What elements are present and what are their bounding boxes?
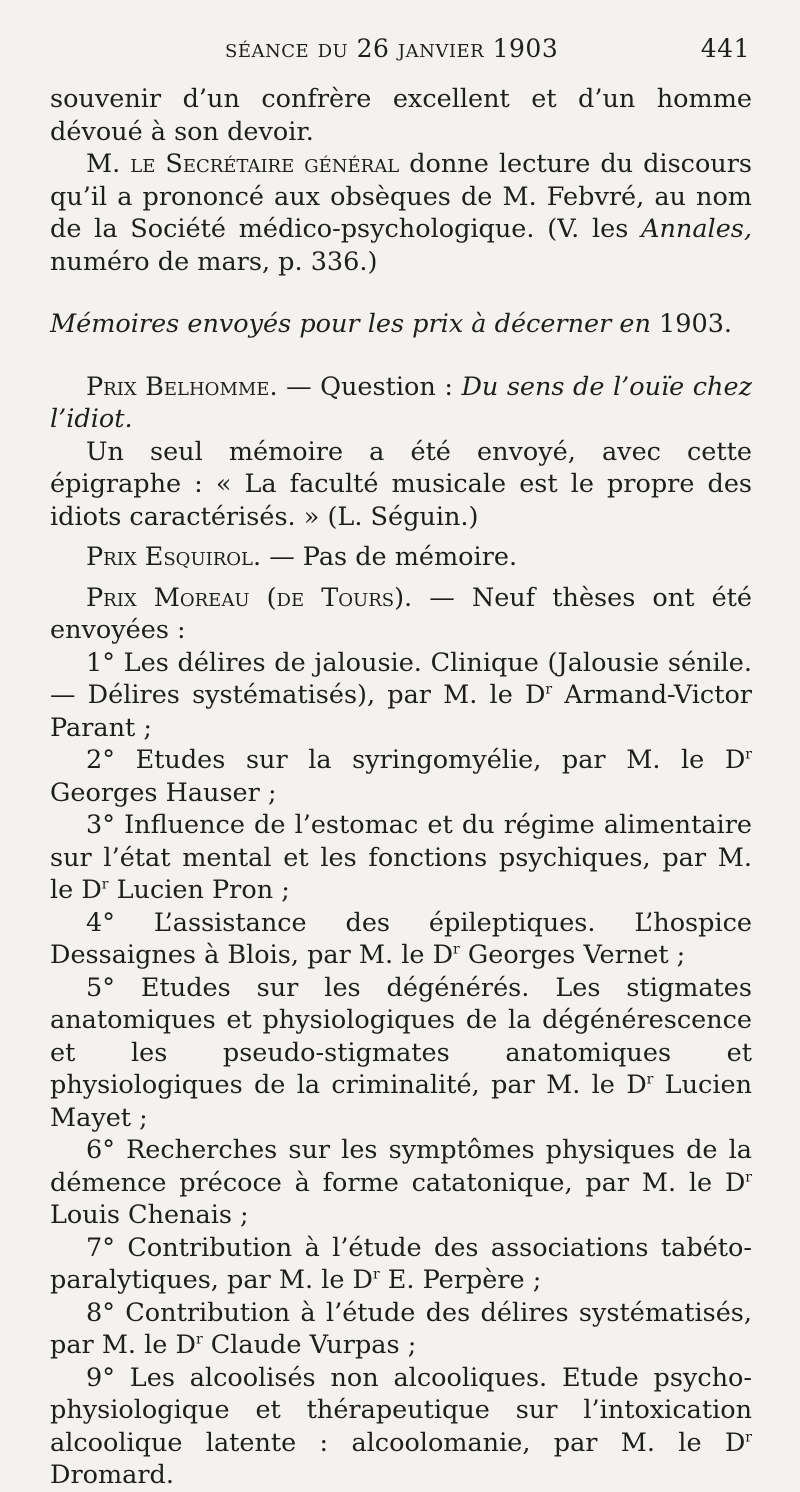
- running-title: séance du 26 janvier 1903: [225, 34, 559, 63]
- text-run: Georges Vernet ;: [459, 940, 686, 970]
- text-run: 8° Contribution à l’étude des délires systématisés, par M. le D: [50, 1297, 752, 1360]
- text-run: Louis Chenais ;: [50, 1200, 249, 1230]
- text-run: 9° Les alcoolisés non alcooliques. Etude psycho-physiologique et thérapeutique sur l’intoxication alcoolique latente : alcoolomanie, par M. le D: [50, 1362, 752, 1458]
- superscript: r: [372, 1266, 380, 1283]
- text-run: Georges Hauser ;: [50, 777, 277, 808]
- text-run: Claude Vurpas ;: [202, 1330, 417, 1360]
- prize-question: Du sens de l’ouïe chez l’idiot.: [50, 371, 753, 434]
- prize-belhomme: [50, 371, 752, 436]
- journal-title: Annales,: [641, 214, 752, 244]
- text-run: numéro de mars, p. 336.): [50, 246, 378, 277]
- superscript: r: [745, 746, 752, 763]
- superscript: r: [545, 681, 553, 698]
- superscript: r: [101, 876, 109, 893]
- section-heading-italic: Mémoires envoyés pour les prix à décerner en: [50, 309, 651, 339]
- text-run: 2° Etudes sur la syringomyélie, par M. le D: [86, 745, 746, 775]
- text-run: 4° L’assistance des épileptiques. L’hospice Dessaignes à Blois, par M. le D: [50, 907, 752, 970]
- superscript: r: [745, 1169, 752, 1185]
- page-body: [50, 83, 752, 1492]
- superscript: r: [646, 1071, 654, 1088]
- thesis-item-9: [50, 1362, 752, 1492]
- thesis-item-2: [50, 744, 752, 809]
- text-run: 7° Contribution à l’étude des associations tabéto-paralytiques, par M. le D: [50, 1232, 752, 1295]
- paragraph-secretary-speech: [50, 148, 752, 278]
- text-run: 1° Les délires de jalousie. Clinique (Jalousie sénile. — Délires systématisés), par M. le D: [50, 647, 752, 710]
- thesis-item-7: [50, 1232, 752, 1297]
- text-run: Lucien Pron ;: [108, 875, 290, 905]
- text-run: 5° Etudes sur les dégénérés. Les stigmates anatomiques et physiologiques de la dégénérescence et les pseudo-stigmates anatomiques et physiologiques de la criminalité, par M. le D: [50, 972, 752, 1100]
- thesis-item-8: [50, 1297, 752, 1362]
- paragraph-belhomme-entry: Un seul mémoire a été envoyé, avec cette épigraphe : « La faculté musicale est le propre des idiots caractérisés. » (L. Séguin.): [50, 436, 752, 532]
- thesis-item-3: [50, 809, 752, 907]
- prize-name: Prix Esquirol.: [86, 542, 262, 572]
- text-run: Armand-Victor Parant ;: [50, 680, 752, 743]
- speaker: M. le Secrétaire général: [86, 149, 400, 179]
- superscript: r: [453, 941, 460, 958]
- prize-name: Prix Moreau (de Tours).: [86, 582, 413, 613]
- text-run: — Pas de mémoire.: [261, 542, 518, 572]
- text-run: E. Perpère ;: [379, 1265, 542, 1295]
- superscript: r: [745, 1429, 752, 1445]
- text-run: Lucien Mayet ;: [50, 1070, 752, 1133]
- text-run: — Question :: [277, 371, 462, 402]
- paragraph-continuation: souvenir d’un confrère excellent et d’un homme dévoué à son devoir.: [50, 84, 752, 147]
- thesis-item-5: [50, 972, 752, 1135]
- prize-moreau: [50, 582, 752, 647]
- superscript: r: [195, 1331, 203, 1348]
- text-run: donne lecture du discours qu’il a prononcé aux obsèques de M. Febvré, au nom de la Société médico-psychologique. (V. les: [50, 149, 752, 244]
- thesis-item-4: [50, 907, 752, 972]
- section-heading-year: 1903.: [650, 309, 733, 339]
- text-run: — Neuf thèses ont été envoyées :: [50, 582, 752, 645]
- running-header: [225, 34, 750, 63]
- prize-esquirol: [50, 541, 752, 574]
- thesis-item-6: [50, 1134, 752, 1232]
- text-run: 6° Recherches sur les symptômes physiques de la démence précoce à forme catatonique, par M. le D: [50, 1135, 752, 1198]
- page-number: 441: [700, 34, 750, 63]
- text-run: Dromard.: [50, 1460, 174, 1490]
- section-heading: [50, 308, 752, 341]
- prize-name: Prix Belhomme.: [86, 371, 278, 402]
- text-run: 3° Influence de l’estomac et du régime alimentaire sur l’état mental et les fonctions psychiques, par M. le D: [50, 810, 752, 905]
- thesis-item-1: [50, 647, 752, 745]
